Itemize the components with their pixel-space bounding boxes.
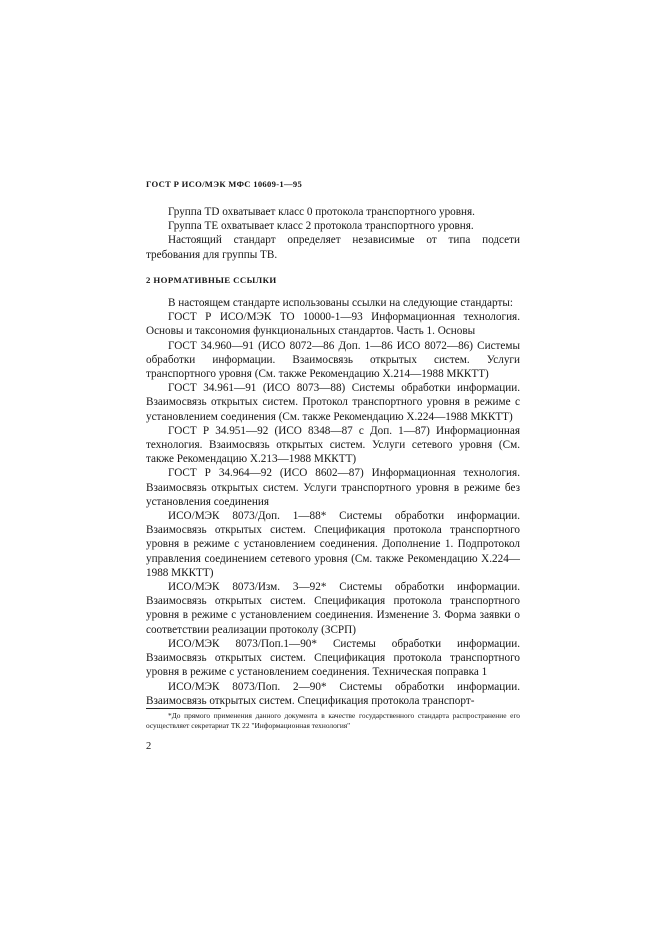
reference-paragraph: ГОСТ 34.961—91 (ИСО 8073—88) Системы обработки информации. Взаимосвязь открытых систем. Протокол транспортного уровня в режиме с установлением соединения (См. также Рекомендацию X.224—1988 МККТТ) xyxy=(146,382,520,423)
reference-paragraph: ГОСТ Р 34.951—92 (ИСО 8348—87 с Доп. 1—87) Информационная технология. Взаимосвязь открытых систем. Услуги сетевого уровня (См. также Рекомендацию X.213—1988 МККТТ) xyxy=(146,424,520,466)
intro-paragraph: Группа TD охватывает класс 0 протокола транспортного уровня. xyxy=(168,206,475,218)
body-text xyxy=(146,205,520,708)
section-heading: 2 НОРМАТИВНЫЕ ССЫЛКИ xyxy=(146,274,277,285)
intro-paragraph: Настоящий стандарт определяет независимые от типа подсети требования для группы ТВ. xyxy=(146,234,520,261)
reference-paragraph: ИСО/МЭК 8073/Изм. 3—92* Системы обработки информации. Взаимосвязь открытых систем. Спецификация протокола транспортного уровня в режиме с установлением соединения. Изменение 3. Форма заявки о соответствии реализации протоколу (ЗСРП) xyxy=(146,581,520,636)
intro-paragraph: Группа ТЕ охватывает класс 2 протокола транспортного уровня. xyxy=(168,220,474,233)
running-header: ГОСТ Р ИСО/МЭК МФС 10609-1—95 xyxy=(146,179,303,189)
footnote-divider xyxy=(146,708,221,709)
footnote: *До прямого применения данного документа в качестве государственного стандарта распространение его осуществляет секретариат ТК 22 "Информационная технология" xyxy=(146,711,520,730)
reference-paragraph: ГОСТ Р ИСО/МЭК ТО 10000-1—93 Информационная технология. Основы и таксономия функциональных стандартов. Часть 1. Основы xyxy=(146,311,520,338)
reference-paragraph: В настоящем стандарте использованы ссылки на следующие стандарты: xyxy=(168,297,513,310)
reference-paragraph: ГОСТ 34.960—91 (ИСО 8072—86 Доп. 1—86 ИСО 8072—86) Системы обработки информации. Взаимосвязь открытых систем. Услуги транспортного уровня (См. также Рекомендацию X.214—1988 МККТТ) xyxy=(146,339,520,381)
reference-paragraph: ГОСТ Р 34.964—92 (ИСО 8602—87) Информационная технология. Взаимосвязь открытых систем. Услуги транспортного уровня в режиме без установления соединения xyxy=(146,467,520,508)
page-number: 2 xyxy=(146,741,152,752)
reference-paragraph: ИСО/МЭК 8073/Доп. 1—88* Системы обработки информации. Взаимосвязь открытых систем. Спецификация протокола транспортного уровня в режиме с установлением соединения. Дополнение 1. Подпротокол управления соединением сетевого уровня (См. также Рекомендацию X.224—1988 МККТТ) xyxy=(146,510,520,579)
reference-paragraph: ИСО/МЭК 8073/Поп.1—90* Системы обработки информации. Взаимосвязь открытых систем. Спецификация протокола транспортного уровня в режиме с установлением соединения. Техническая поправка 1 xyxy=(146,637,520,679)
reference-paragraph: ИСО/МЭК 8073/Поп. 2—90* Системы обработки информации. Взаимосвязь открытых систем. Спецификация протокола транспорт- xyxy=(146,680,520,707)
